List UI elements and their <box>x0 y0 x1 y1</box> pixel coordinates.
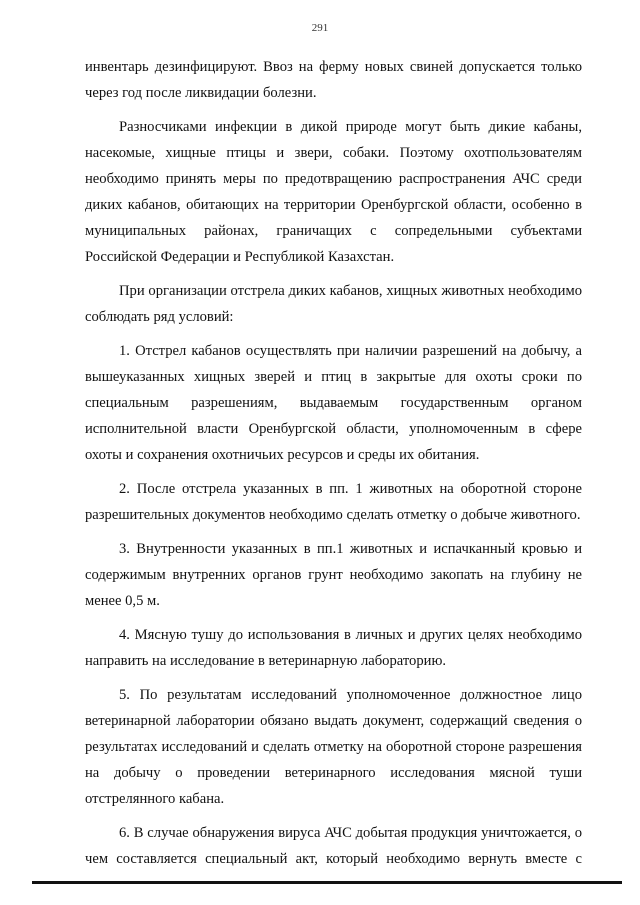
paragraph-condition-5: 5. По результатам исследований уполномоченное должностное лицо ветеринарной лаборатории обязано выдать документ, содержащий сведения о результатах исследований и сделать отметку на оборотной стороне разрешения на добычу о проведении ветеринарного исследования мясной туши отстрелянного кабана. <box>85 687 582 807</box>
paragraph-condition-3: 3. Внутренности указанных в пп.1 животных и испачканный кровью и содержимым внутренних органов грунт необходимо закопать на глубину не менее 0,5 м. <box>85 541 582 609</box>
paragraph-culling-conditions: При организации отстрела диких кабанов, хищных животных необходимо соблюдать ряд условий: <box>85 283 582 325</box>
paragraph-condition-4: 4. Мясную тушу до использования в личных и других целях необходимо направить на исследование в ветеринарную лабораторию. <box>85 627 582 669</box>
document-body <box>85 54 582 880</box>
page-number: 291 <box>311 22 329 34</box>
paragraph-condition-2: 2. После отстрела указанных в пп. 1 животных на оборотной стороне разрешительных документов необходимо сделать отметку о добыче животного. <box>85 481 582 523</box>
paragraph-condition-6: 6. В случае обнаружения вируса АЧС добытая продукция уничтожается, о чем составляется специальный акт, который необходимо вернуть вместе с <box>85 825 582 867</box>
paragraph-condition-1: 1. Отстрел кабанов осуществлять при наличии разрешений на добычу, а вышеуказанных хищных зверей и птиц в закрытые для охоты сроки по специальным разрешениям, выдаваемым государственным органом исполнительной власти Оренбургской области, уполномоченным в сфере охоты и сохранения охотничьих ресурсов и среды их обитания. <box>85 343 582 463</box>
page-bottom-border <box>32 881 622 884</box>
paragraph-continuation: инвентарь дезинфицируют. Ввоз на ферму новых свиней допускается только через год после ликвидации болезни. <box>85 59 582 101</box>
paragraph-infection-carriers: Разносчиками инфекции в дикой природе могут быть дикие кабаны, насекомые, хищные птицы и звери, собаки. Поэтому охотпользователям необходимо принять меры по предотвращению распространения АЧС среди диких кабанов, обитающих на территории Оренбургской области, особенно в муниципальных районах, граничащих с сопредельными субъектами Российской Федерации и Республикой Казахстан. <box>85 119 582 265</box>
